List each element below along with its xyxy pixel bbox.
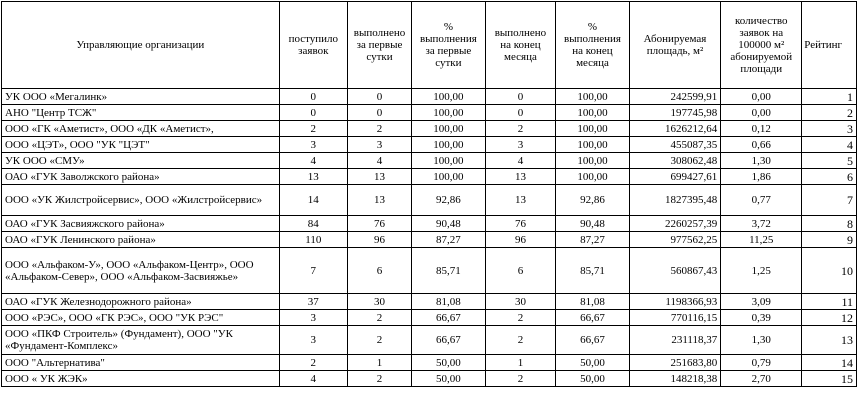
cell-pct-first-day: 92,86 <box>412 185 486 216</box>
cell-pct-month-end: 90,48 <box>556 216 630 232</box>
cell-pct-month-end: 81,08 <box>556 294 630 310</box>
cell-area: 148218,38 <box>629 371 720 387</box>
cell-org: ООО "Альтернатива" <box>2 355 280 371</box>
cell-pct-month-end: 100,00 <box>556 137 630 153</box>
cell-per-100k: 0,79 <box>721 355 802 371</box>
header-row <box>2 2 857 89</box>
cell-rank: 6 <box>802 169 857 185</box>
cell-pct-month-end: 100,00 <box>556 121 630 137</box>
cell-area: 251683,80 <box>629 355 720 371</box>
cell-received: 7 <box>279 248 347 294</box>
header-done-month-end: выполнено на конец месяца <box>485 2 555 89</box>
cell-done-first-day: 2 <box>347 371 411 387</box>
cell-area: 308062,48 <box>629 153 720 169</box>
cell-done-month-end: 2 <box>485 371 555 387</box>
cell-per-100k: 3,72 <box>721 216 802 232</box>
cell-pct-first-day: 90,48 <box>412 216 486 232</box>
cell-pct-month-end: 100,00 <box>556 169 630 185</box>
cell-rank: 13 <box>802 326 857 355</box>
cell-per-100k: 0,12 <box>721 121 802 137</box>
cell-done-month-end: 30 <box>485 294 555 310</box>
cell-received: 14 <box>279 185 347 216</box>
table-row <box>2 326 857 355</box>
cell-org: ООО «Альфаком-У», ООО «Альфаком-Центр», ООО «Альфаком-Север», ООО «Альфаком-Засвияжье» <box>2 248 280 294</box>
cell-done-month-end: 13 <box>485 185 555 216</box>
cell-done-month-end: 2 <box>485 310 555 326</box>
cell-area: 1827395,48 <box>629 185 720 216</box>
cell-pct-month-end: 66,67 <box>556 310 630 326</box>
cell-per-100k: 1,25 <box>721 248 802 294</box>
cell-org: ОАО «ГУК Железнодорожного района» <box>2 294 280 310</box>
cell-pct-month-end: 66,67 <box>556 326 630 355</box>
header-org: Управляющие организации <box>2 2 280 89</box>
cell-area: 231118,37 <box>629 326 720 355</box>
cell-done-first-day: 2 <box>347 326 411 355</box>
cell-area: 1198366,93 <box>629 294 720 310</box>
header-pct-first-day: % выполнения за первые сутки <box>412 2 486 89</box>
header-rank: Рейтинг <box>802 2 857 89</box>
cell-area: 560867,43 <box>629 248 720 294</box>
cell-done-month-end: 2 <box>485 121 555 137</box>
cell-per-100k: 0,66 <box>721 137 802 153</box>
cell-per-100k: 2,70 <box>721 371 802 387</box>
cell-per-100k: 0,00 <box>721 89 802 105</box>
cell-done-first-day: 30 <box>347 294 411 310</box>
cell-org: ООО «ГК «Аметист», ООО «ДК «Аметист», <box>2 121 280 137</box>
cell-per-100k: 1,30 <box>721 153 802 169</box>
ratings-table <box>1 1 857 387</box>
cell-rank: 1 <box>802 89 857 105</box>
cell-org: ООО «ПКФ Строитель» (Фундамент), ООО "УК «Фундамент-Комплекс» <box>2 326 280 355</box>
table-row <box>2 294 857 310</box>
cell-rank: 3 <box>802 121 857 137</box>
cell-done-first-day: 4 <box>347 153 411 169</box>
cell-rank: 5 <box>802 153 857 169</box>
cell-rank: 14 <box>802 355 857 371</box>
table-row <box>2 153 857 169</box>
table-row <box>2 216 857 232</box>
cell-org: ОАО «ГУК Заволжского района» <box>2 169 280 185</box>
cell-received: 4 <box>279 153 347 169</box>
cell-per-100k: 0,00 <box>721 105 802 121</box>
cell-pct-first-day: 85,71 <box>412 248 486 294</box>
cell-pct-first-day: 66,67 <box>412 310 486 326</box>
cell-org: АНО "Центр ТСЖ" <box>2 105 280 121</box>
cell-org: ОАО «ГУК Засвияжского района» <box>2 216 280 232</box>
cell-done-first-day: 13 <box>347 185 411 216</box>
cell-received: 2 <box>279 355 347 371</box>
cell-done-month-end: 3 <box>485 137 555 153</box>
table-row <box>2 371 857 387</box>
table-row <box>2 355 857 371</box>
cell-area: 770116,15 <box>629 310 720 326</box>
cell-per-100k: 1,86 <box>721 169 802 185</box>
table-row <box>2 310 857 326</box>
cell-org: ОАО «ГУК Ленинского района» <box>2 232 280 248</box>
cell-org: ООО «РЭС», ООО «ГК РЭС», ООО "УК РЭС" <box>2 310 280 326</box>
cell-per-100k: 3,09 <box>721 294 802 310</box>
cell-rank: 8 <box>802 216 857 232</box>
cell-pct-month-end: 100,00 <box>556 105 630 121</box>
table-row <box>2 121 857 137</box>
cell-received: 13 <box>279 169 347 185</box>
cell-received: 3 <box>279 137 347 153</box>
header-received: поступило заявок <box>279 2 347 89</box>
cell-pct-first-day: 66,67 <box>412 326 486 355</box>
header-done-first-day: выполнено за первые сутки <box>347 2 411 89</box>
cell-done-first-day: 0 <box>347 105 411 121</box>
cell-done-month-end: 6 <box>485 248 555 294</box>
cell-rank: 2 <box>802 105 857 121</box>
cell-pct-first-day: 100,00 <box>412 169 486 185</box>
cell-pct-month-end: 100,00 <box>556 89 630 105</box>
cell-rank: 11 <box>802 294 857 310</box>
cell-received: 2 <box>279 121 347 137</box>
cell-area: 197745,98 <box>629 105 720 121</box>
cell-done-month-end: 0 <box>485 89 555 105</box>
cell-area: 455087,35 <box>629 137 720 153</box>
cell-area: 242599,91 <box>629 89 720 105</box>
cell-done-first-day: 13 <box>347 169 411 185</box>
table-row <box>2 232 857 248</box>
cell-received: 4 <box>279 371 347 387</box>
cell-received: 0 <box>279 105 347 121</box>
cell-pct-first-day: 100,00 <box>412 105 486 121</box>
cell-rank: 10 <box>802 248 857 294</box>
table-row <box>2 248 857 294</box>
cell-per-100k: 11,25 <box>721 232 802 248</box>
cell-org: ООО «ЦЭТ», ООО "УК "ЦЭТ" <box>2 137 280 153</box>
cell-pct-month-end: 87,27 <box>556 232 630 248</box>
cell-done-month-end: 76 <box>485 216 555 232</box>
cell-pct-month-end: 92,86 <box>556 185 630 216</box>
cell-rank: 7 <box>802 185 857 216</box>
cell-pct-first-day: 50,00 <box>412 355 486 371</box>
cell-done-first-day: 76 <box>347 216 411 232</box>
cell-rank: 4 <box>802 137 857 153</box>
cell-pct-first-day: 100,00 <box>412 89 486 105</box>
cell-per-100k: 0,77 <box>721 185 802 216</box>
cell-org: ООО «УК Жилстройсервис», ООО «Жилстройсервис» <box>2 185 280 216</box>
header-per-100k: количество заявок на 100000 м² абонируемой площади <box>721 2 802 89</box>
cell-done-month-end: 0 <box>485 105 555 121</box>
cell-done-first-day: 2 <box>347 121 411 137</box>
cell-done-month-end: 4 <box>485 153 555 169</box>
cell-received: 110 <box>279 232 347 248</box>
cell-done-month-end: 2 <box>485 326 555 355</box>
cell-per-100k: 0,39 <box>721 310 802 326</box>
header-pct-month-end: % выполнения на конец месяца <box>556 2 630 89</box>
header-area: Абонируемая площадь, м² <box>629 2 720 89</box>
table-row <box>2 105 857 121</box>
cell-pct-first-day: 81,08 <box>412 294 486 310</box>
cell-pct-first-day: 87,27 <box>412 232 486 248</box>
cell-done-month-end: 96 <box>485 232 555 248</box>
cell-pct-month-end: 85,71 <box>556 248 630 294</box>
cell-pct-first-day: 100,00 <box>412 121 486 137</box>
cell-rank: 12 <box>802 310 857 326</box>
cell-received: 37 <box>279 294 347 310</box>
cell-done-month-end: 13 <box>485 169 555 185</box>
cell-received: 84 <box>279 216 347 232</box>
cell-area: 699427,61 <box>629 169 720 185</box>
table-row <box>2 89 857 105</box>
cell-area: 2260257,39 <box>629 216 720 232</box>
cell-rank: 9 <box>802 232 857 248</box>
cell-pct-first-day: 100,00 <box>412 137 486 153</box>
cell-done-first-day: 6 <box>347 248 411 294</box>
cell-done-first-day: 2 <box>347 310 411 326</box>
cell-done-month-end: 1 <box>485 355 555 371</box>
table-row <box>2 137 857 153</box>
cell-done-first-day: 1 <box>347 355 411 371</box>
cell-pct-month-end: 50,00 <box>556 371 630 387</box>
cell-received: 3 <box>279 310 347 326</box>
cell-per-100k: 1,30 <box>721 326 802 355</box>
cell-area: 977562,25 <box>629 232 720 248</box>
cell-pct-first-day: 50,00 <box>412 371 486 387</box>
cell-received: 3 <box>279 326 347 355</box>
cell-rank: 15 <box>802 371 857 387</box>
cell-pct-month-end: 100,00 <box>556 153 630 169</box>
cell-done-first-day: 3 <box>347 137 411 153</box>
table-row <box>2 185 857 216</box>
cell-done-first-day: 96 <box>347 232 411 248</box>
cell-done-first-day: 0 <box>347 89 411 105</box>
cell-org: УК ООО «СМУ» <box>2 153 280 169</box>
cell-received: 0 <box>279 89 347 105</box>
cell-area: 1626212,64 <box>629 121 720 137</box>
cell-pct-first-day: 100,00 <box>412 153 486 169</box>
table-row <box>2 169 857 185</box>
cell-org: УК ООО «Мегалинк» <box>2 89 280 105</box>
cell-pct-month-end: 50,00 <box>556 355 630 371</box>
cell-org: ООО « УК ЖЭК» <box>2 371 280 387</box>
